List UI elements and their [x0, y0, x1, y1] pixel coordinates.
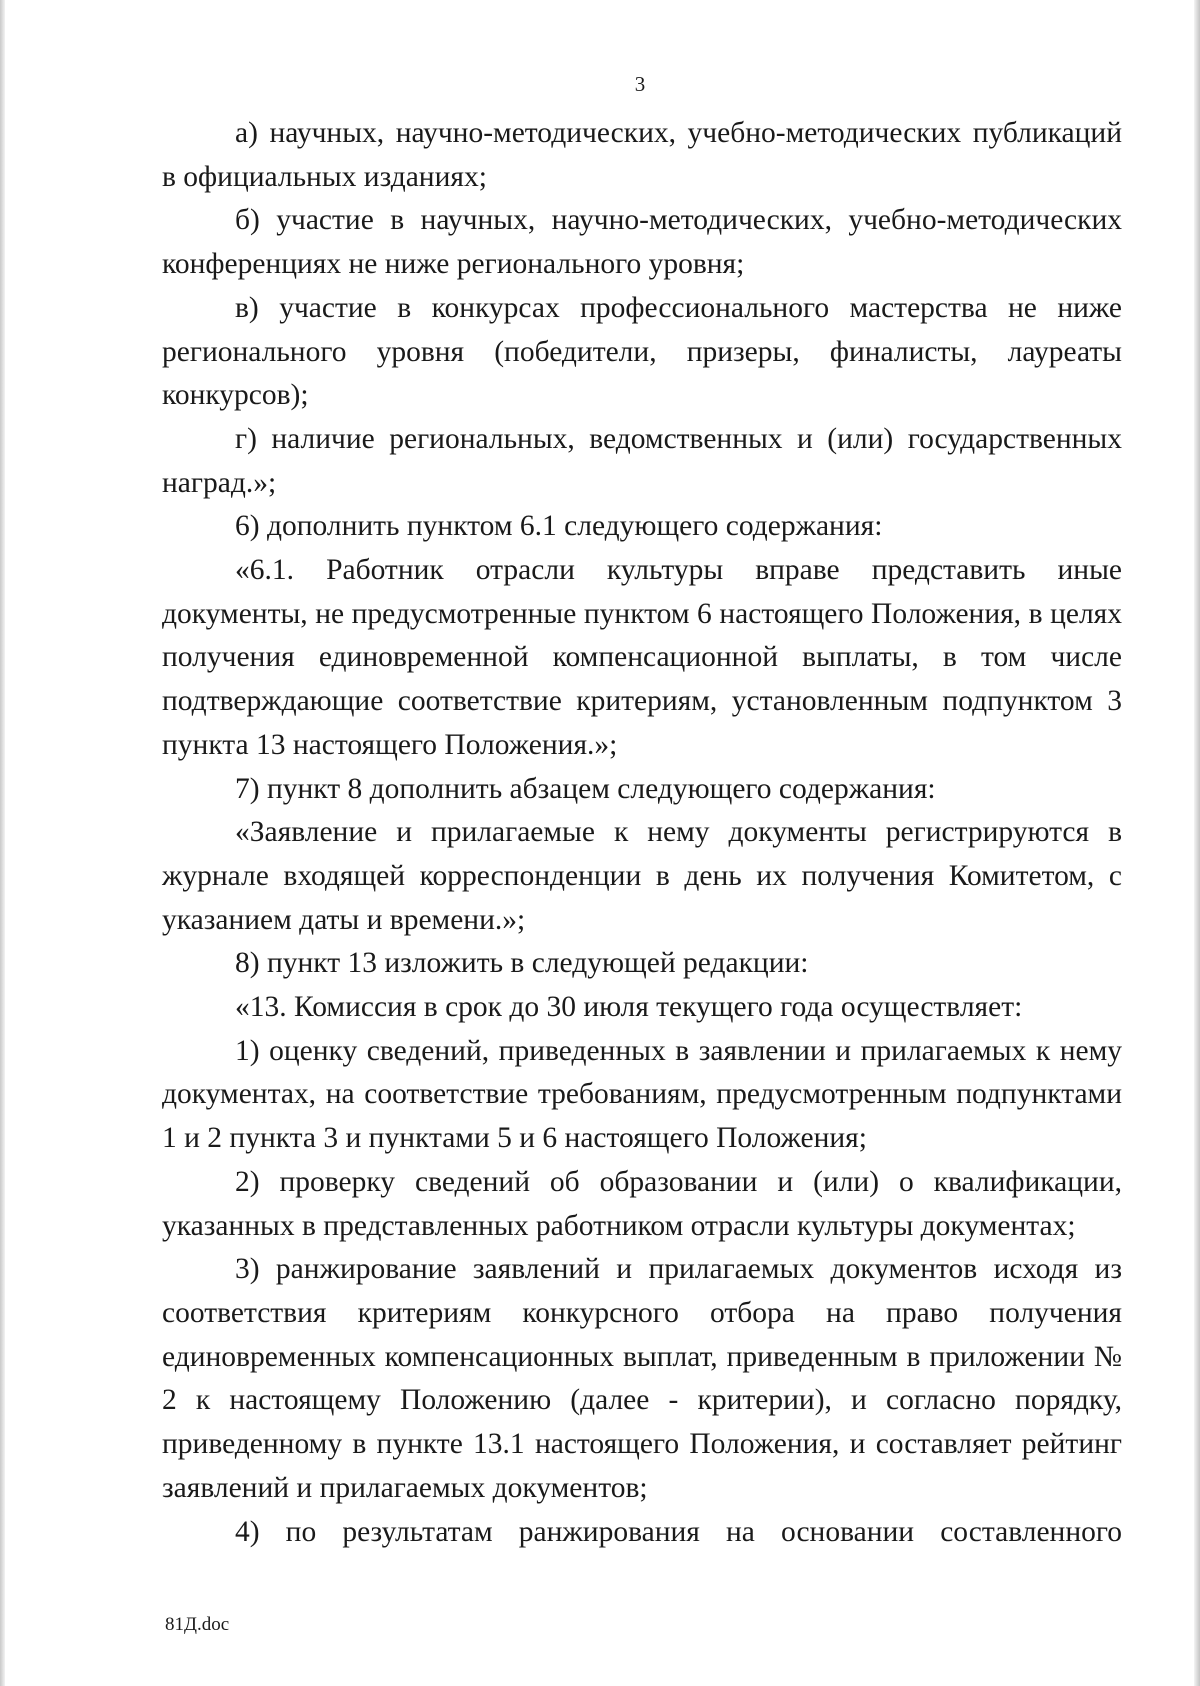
paragraph-item-6: 6) дополнить пунктом 6.1 следующего содержания: — [235, 510, 883, 543]
footer-file-name: 81Д.doc — [165, 1614, 230, 1635]
paragraph-g: г) наличие региональных, ведомственных и (или) государственных наград.»; — [162, 422, 1122, 499]
paragraph-item-8: 8) пункт 13 изложить в следующей редакции: — [235, 947, 809, 980]
paragraph-13-1: 1) оценку сведений, приведенных в заявлении и прилагаемых к нему документах, на соответствие требованиям, предусмотренным подпунктами 1 и 2 пункта 3 и пунктами 5 и 6 настоящего Положения; — [162, 1034, 1122, 1155]
page-number: 3 — [634, 72, 646, 96]
paragraph-13-2: 2) проверку сведений об образовании и (или) о квалификации, указанных в представленных работником отрасли культуры документах; — [162, 1165, 1122, 1242]
paragraph-item-7: 7) пункт 8 дополнить абзацем следующего содержания: — [235, 772, 936, 805]
scan-edge-right — [1194, 0, 1200, 1686]
document-body — [162, 112, 1122, 1554]
paragraph-13-4: 4) по результатам ранжирования на основании составленного — [235, 1515, 1122, 1548]
paragraph-6-1: «6.1. Работник отрасли культуры вправе представить иные документы, не предусмотренные пунктом 6 настоящего Положения, в целях получения единовременной компенсационной выплаты, в том числе подтверждающие соответствие критериям, установленным подпунктом 3 пункта 13 настоящего Положения.»; — [162, 554, 1122, 761]
scan-edge-left — [0, 0, 5, 1686]
paragraph-13-3: 3) ранжирование заявлений и прилагаемых документов исходя из соответствия критериям конкурсного отбора на право получения единовременных компенсационных выплат, приведенным в приложении № 2 к настоящему Положению (далее - критерии), и согласно порядку, приведенному в пункте 13.1 настоящего Положения, и составляет рейтинг заявлений и прилагаемых документов; — [162, 1253, 1122, 1504]
paragraph-registration: «Заявление и прилагаемые к нему документы регистрируются в журнале входящей корреспонденции в день их получения Комитетом, с указанием даты и времени.»; — [162, 816, 1122, 936]
paragraph-v: в) участие в конкурсах профессионального мастерства не ниже регионального уровня (победители, призеры, финалисты, лауреаты конкурсов); — [162, 291, 1122, 412]
paragraph-a: а) научных, научно-методических, учебно-методических публикаций в официальных изданиях; — [162, 117, 1122, 193]
paragraph-b: б) участие в научных, научно-методических, учебно-методических конференциях не ниже регионального уровня; — [162, 204, 1122, 281]
paragraph-13: «13. Комиссия в срок до 30 июля текущего года осуществляет: — [235, 991, 1023, 1024]
